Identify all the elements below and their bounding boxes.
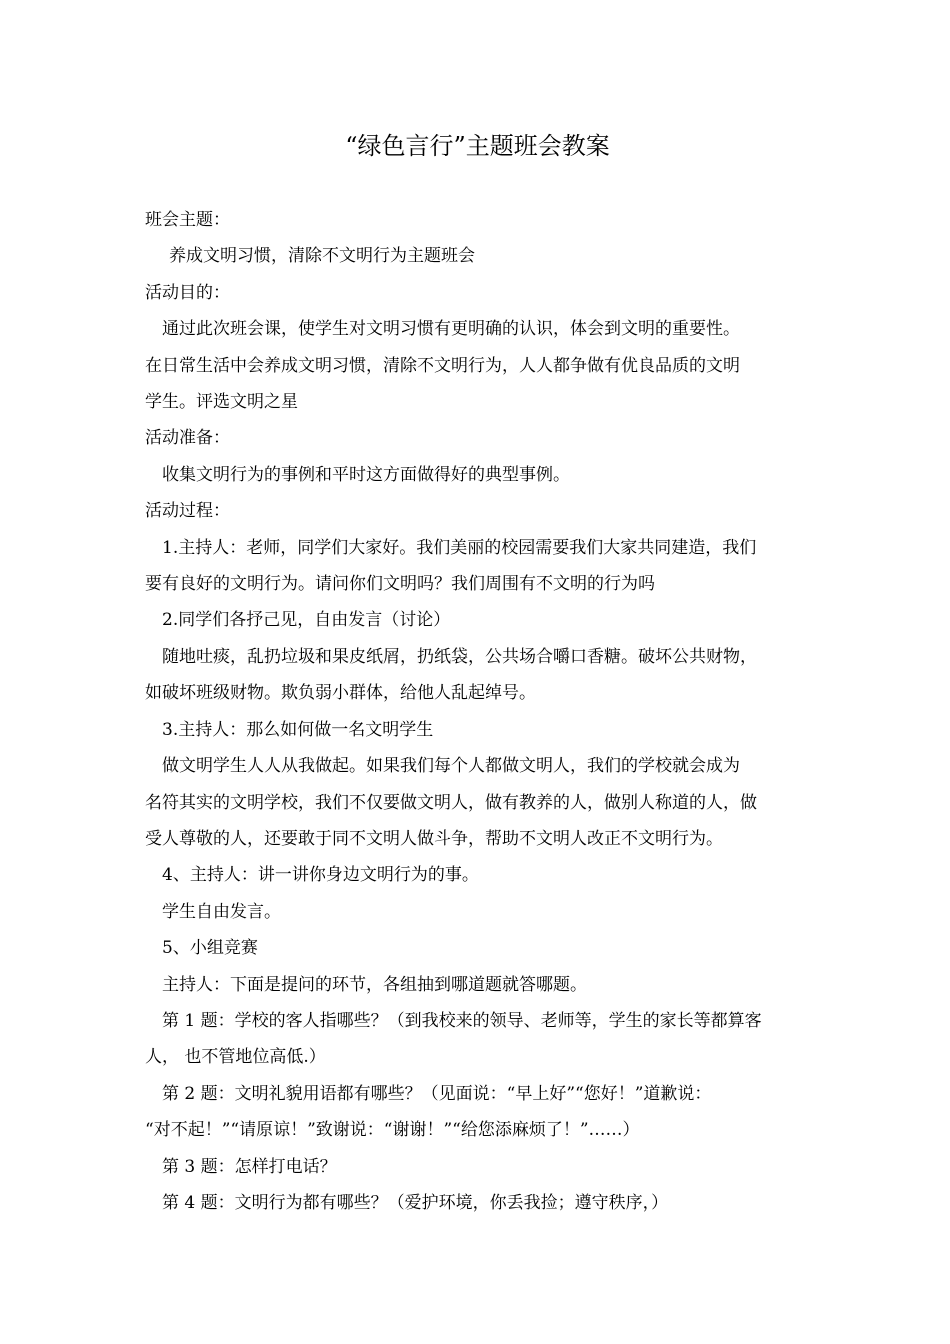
body-line: 5、小组竞赛 (162, 938, 258, 959)
body-line: 名符其实的文明学校，我们不仅要做文明人，做有教养的人，做别人称道的人，做 (145, 792, 757, 813)
body-line: 收集文明行为的事例和平时这方面做得好的典型事例。 (162, 464, 570, 485)
body-line: 活动准备： (145, 428, 230, 449)
body-line: 4、主持人：讲一讲你身边文明行为的事。 (162, 865, 479, 886)
document-body (145, 202, 810, 1221)
body-line: 如破坏班级财物。欺负弱小群体，给他人乱起绰号。 (145, 683, 536, 704)
body-line: 班会主题： (145, 210, 230, 230)
body-line: 人， 也不管地位高低.） (145, 1047, 326, 1068)
body-line: 在日常生活中会养成文明习惯，清除不文明行为，人人都争做有优良品质的文明 (145, 355, 740, 376)
body-line: 第 2 题：文明礼貌用语都有哪些？（见面说：“早上好”“您好！”道歉说： (162, 1083, 712, 1104)
body-line: 3.主持人：那么如何做一名文明学生 (162, 719, 434, 740)
body-line: “对不起！”“请原谅！”致谢说：“谢谢！”“给您添麻烦了！”……） (145, 1120, 640, 1141)
body-line: 学生自由发言。 (162, 901, 281, 922)
body-line: 主持人：下面是提问的环节，各组抽到哪道题就答哪题。 (162, 974, 587, 995)
body-line: 要有良好的文明行为。请问你们文明吗？我们周围有不文明的行为吗 (145, 574, 655, 595)
body-line: 活动目的： (145, 282, 230, 303)
body-line: 2.同学们各抒己见，自由发言（讨论） (162, 610, 451, 631)
body-line: 第 3 题：怎样打电话？ (162, 1156, 337, 1177)
body-line: 受人尊敬的人，还要敢于同不文明人做斗争，帮助不文明人改正不文明行为。 (145, 828, 723, 849)
body-line: 养成文明习惯，清除不文明行为主题班会 (169, 246, 475, 267)
document-page (145, 126, 810, 1221)
body-line: 第 4 题：文明行为都有哪些？（爱护环境，你丢我捡；遵守秩序，） (162, 1192, 669, 1213)
document-title: “绿色言行”主题班会教案 (345, 132, 610, 160)
body-line: 1.主持人：老师，同学们大家好。我们美丽的校园需要我们大家共同建造，我们 (162, 537, 757, 558)
body-line: 第 1 题：学校的客人指哪些？（到我校来的领导、老师等，学生的家长等都算客 (162, 1010, 762, 1031)
body-line: 活动过程： (145, 501, 230, 522)
body-line: 学生。评选文明之星 (145, 392, 298, 413)
body-line: 做文明学生人人从我做起。如果我们每个人都做文明人，我们的学校就会成为 (162, 756, 740, 777)
body-line: 随地吐痰，乱扔垃圾和果皮纸屑，扔纸袋，公共场合嚼口香糖。破坏公共财物， (162, 646, 757, 667)
body-line: 通过此次班会课，使学生对文明习惯有更明确的认识，体会到文明的重要性。 (162, 319, 740, 340)
